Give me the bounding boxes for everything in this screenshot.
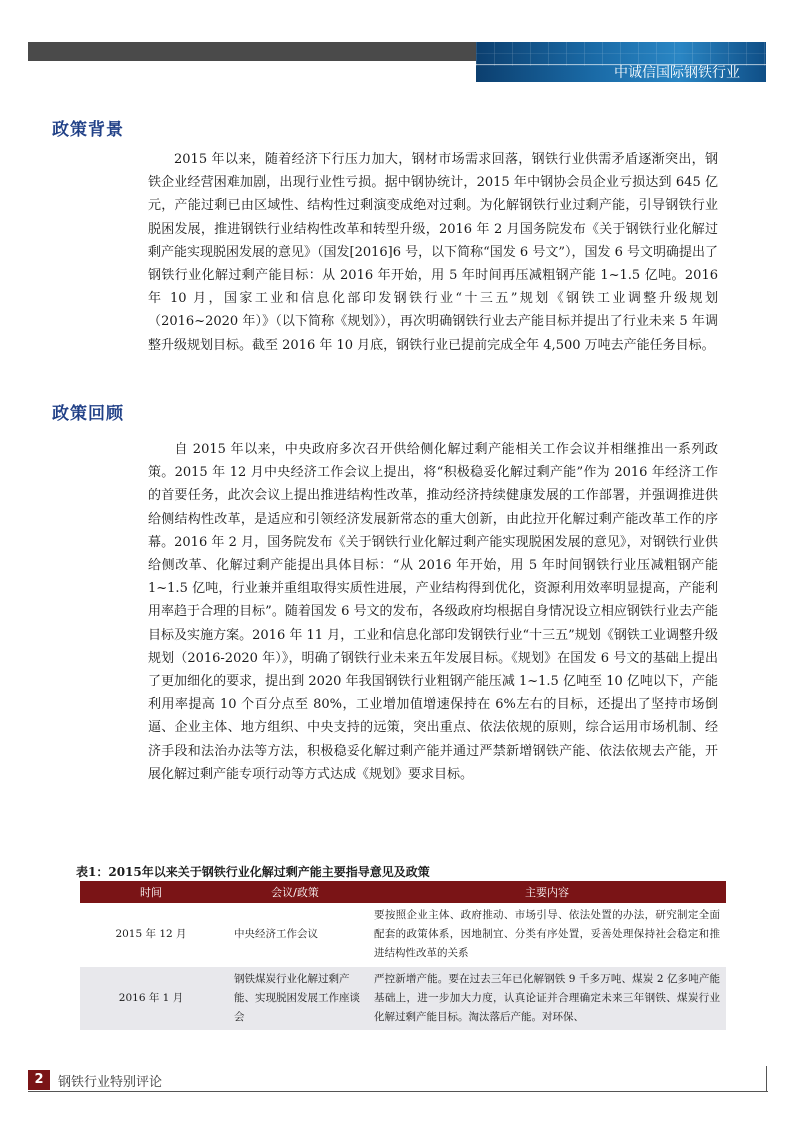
cell-policy: 中央经济工作会议 [222,903,368,967]
cell-policy: 钢铁煤炭行业化解过剩产能、实现脱困发展工作座谈会 [222,967,368,1031]
footer-divider [28,1091,768,1092]
paragraph-review [148,438,718,786]
table-row [80,903,726,967]
policy-table [80,881,726,1031]
cell-content: 要按照企业主体、政府推动、市场引导、依法处置的办法，研究制定全面配套的政策体系，因地制宜、分类有序处置，妥善处理保持社会稳定和推进结构性改革的关系 [368,903,726,967]
table-row [80,967,726,1031]
header-content: 主要内容 [368,881,726,903]
header-bar [28,42,480,61]
paragraph-review-text: 自 2015 年以来，中央政府多次召开供给侧化解过剩产能相关工作会议并相继推出一系列政策。2015 年 12 月中央经济工作会议上提出，将“积极稳妥化解过剩产能”作为 2016 年经济工作的首要任务，此次会议上提出推进结构性改革，推动经济持续健康发展的工作部署，并强调推进供给侧结构性改革，是适应和引领经济发展新常态的重大创新，由此拉开化解过剩产能改革工作的序幕。2016 年 2 月，国务院发布《关于钢铁行业化解过剩产能实现脱困发展的意见》，对钢铁行业供给侧改革、化解过剩产能提出具体目标：“从 2016 年开始，用 5 年时间钢铁行业压减粗钢产能 1~1.5 亿吨，行业兼并重组取得实质性进展，产业结构得到优化，资源利用效率明显提高，产能利用率趋于合理的目标”。随着国发 6 号文的发布，各级政府均根据自身情况设立相应钢铁行业去产能目标及实施方案。2016 年 11 月，工业和信息化部印发钢铁行业“十三五”规划《钢铁工业调整升级规划（2016-2020 年）》，明确了钢铁行业未来五年发展目标。《规划》在国发 6 号文的基础上提出了更加细化的要求，提出到 2020 年我国钢铁行业粗钢产能压减 1~1.5 亿吨至 10 亿吨以下，产能利用率提高 10 个百分点至 80%，工业增加值增速保持在 6%左右的目标，还提出了坚持市场倒逼、企业主体、地方组织、中央支持的远策，突出重点、依法依规的原则，综合运用市场机制、经济手段和法治办法等方法，积极稳妥化解过剩产能并通过严禁新增钢铁产能、依法依规去产能，开展化解过剩产能专项行动等方式达成《规划》要求目标。 [148,442,718,782]
header-policy: 会议/政策 [222,881,368,903]
table-caption: 表1：2015年以来关于钢铁行业化解过剩产能主要指导意见及政策 [76,865,430,879]
section-title-review: 政策回顾 [52,404,124,424]
cell-time: 2015 年 12 月 [80,903,222,967]
footer-label: 钢铁行业特别评论 [58,1075,163,1090]
header-time: 时间 [80,881,222,903]
brand-banner [476,42,766,82]
footer-vertical-divider [766,1066,767,1092]
paragraph-background [148,148,718,357]
page-number: 2 [28,1070,50,1090]
cell-content: 严控新增产能。要在过去三年已化解钢铁 9 千多万吨、煤炭 2 亿多吨产能基础上，进一步加大力度，认真论证并合理确定未来三年钢铁、煤炭行业化解过剩产能目标。淘汰落后产能。对环保、 [368,967,726,1031]
cell-time: 2016 年 1 月 [80,967,222,1031]
company-name: 中诚信国际钢铁行业 [614,65,740,81]
section-title-background: 政策背景 [52,120,124,140]
paragraph-background-text: 2015 年以来，随着经济下行压力加大，钢材市场需求回落，钢铁行业供需矛盾逐渐突出，钢铁企业经营困难加剧，出现行业性亏损。据中钢协统计，2015 年中钢协会员企业亏损达到 645 亿元，产能过剩已由区域性、结构性过剩演变成绝对过剩。为化解钢铁行业过剩产能，引导钢铁行业脱困发展，推进钢铁行业结构性改革和转型升级，2016 年 2 月国务院发布《关于钢铁行业化解过剩产能实现脱困发展的意见》（国发[2016]6 号，以下简称“国发 6 号文”），国发 6 号文明确提出了钢铁行业化解过剩产能目标：从 2016 年开始，用 5 年时间再压减粗钢产能 1~1.5 亿吨。2016 年 10 月，国家工业和信息化部印发钢铁行业“十三五”规划《钢铁工业调整升级规划（2016~2020 年）》（以下简称《规划》），再次明确钢铁行业去产能目标并提出了行业未来 5 年调整升级规划目标。截至 2016 年 10 月底，钢铁行业已提前完成全年 4,500 万吨去产能任务目标。 [148,152,718,353]
banner-pattern [476,42,766,66]
